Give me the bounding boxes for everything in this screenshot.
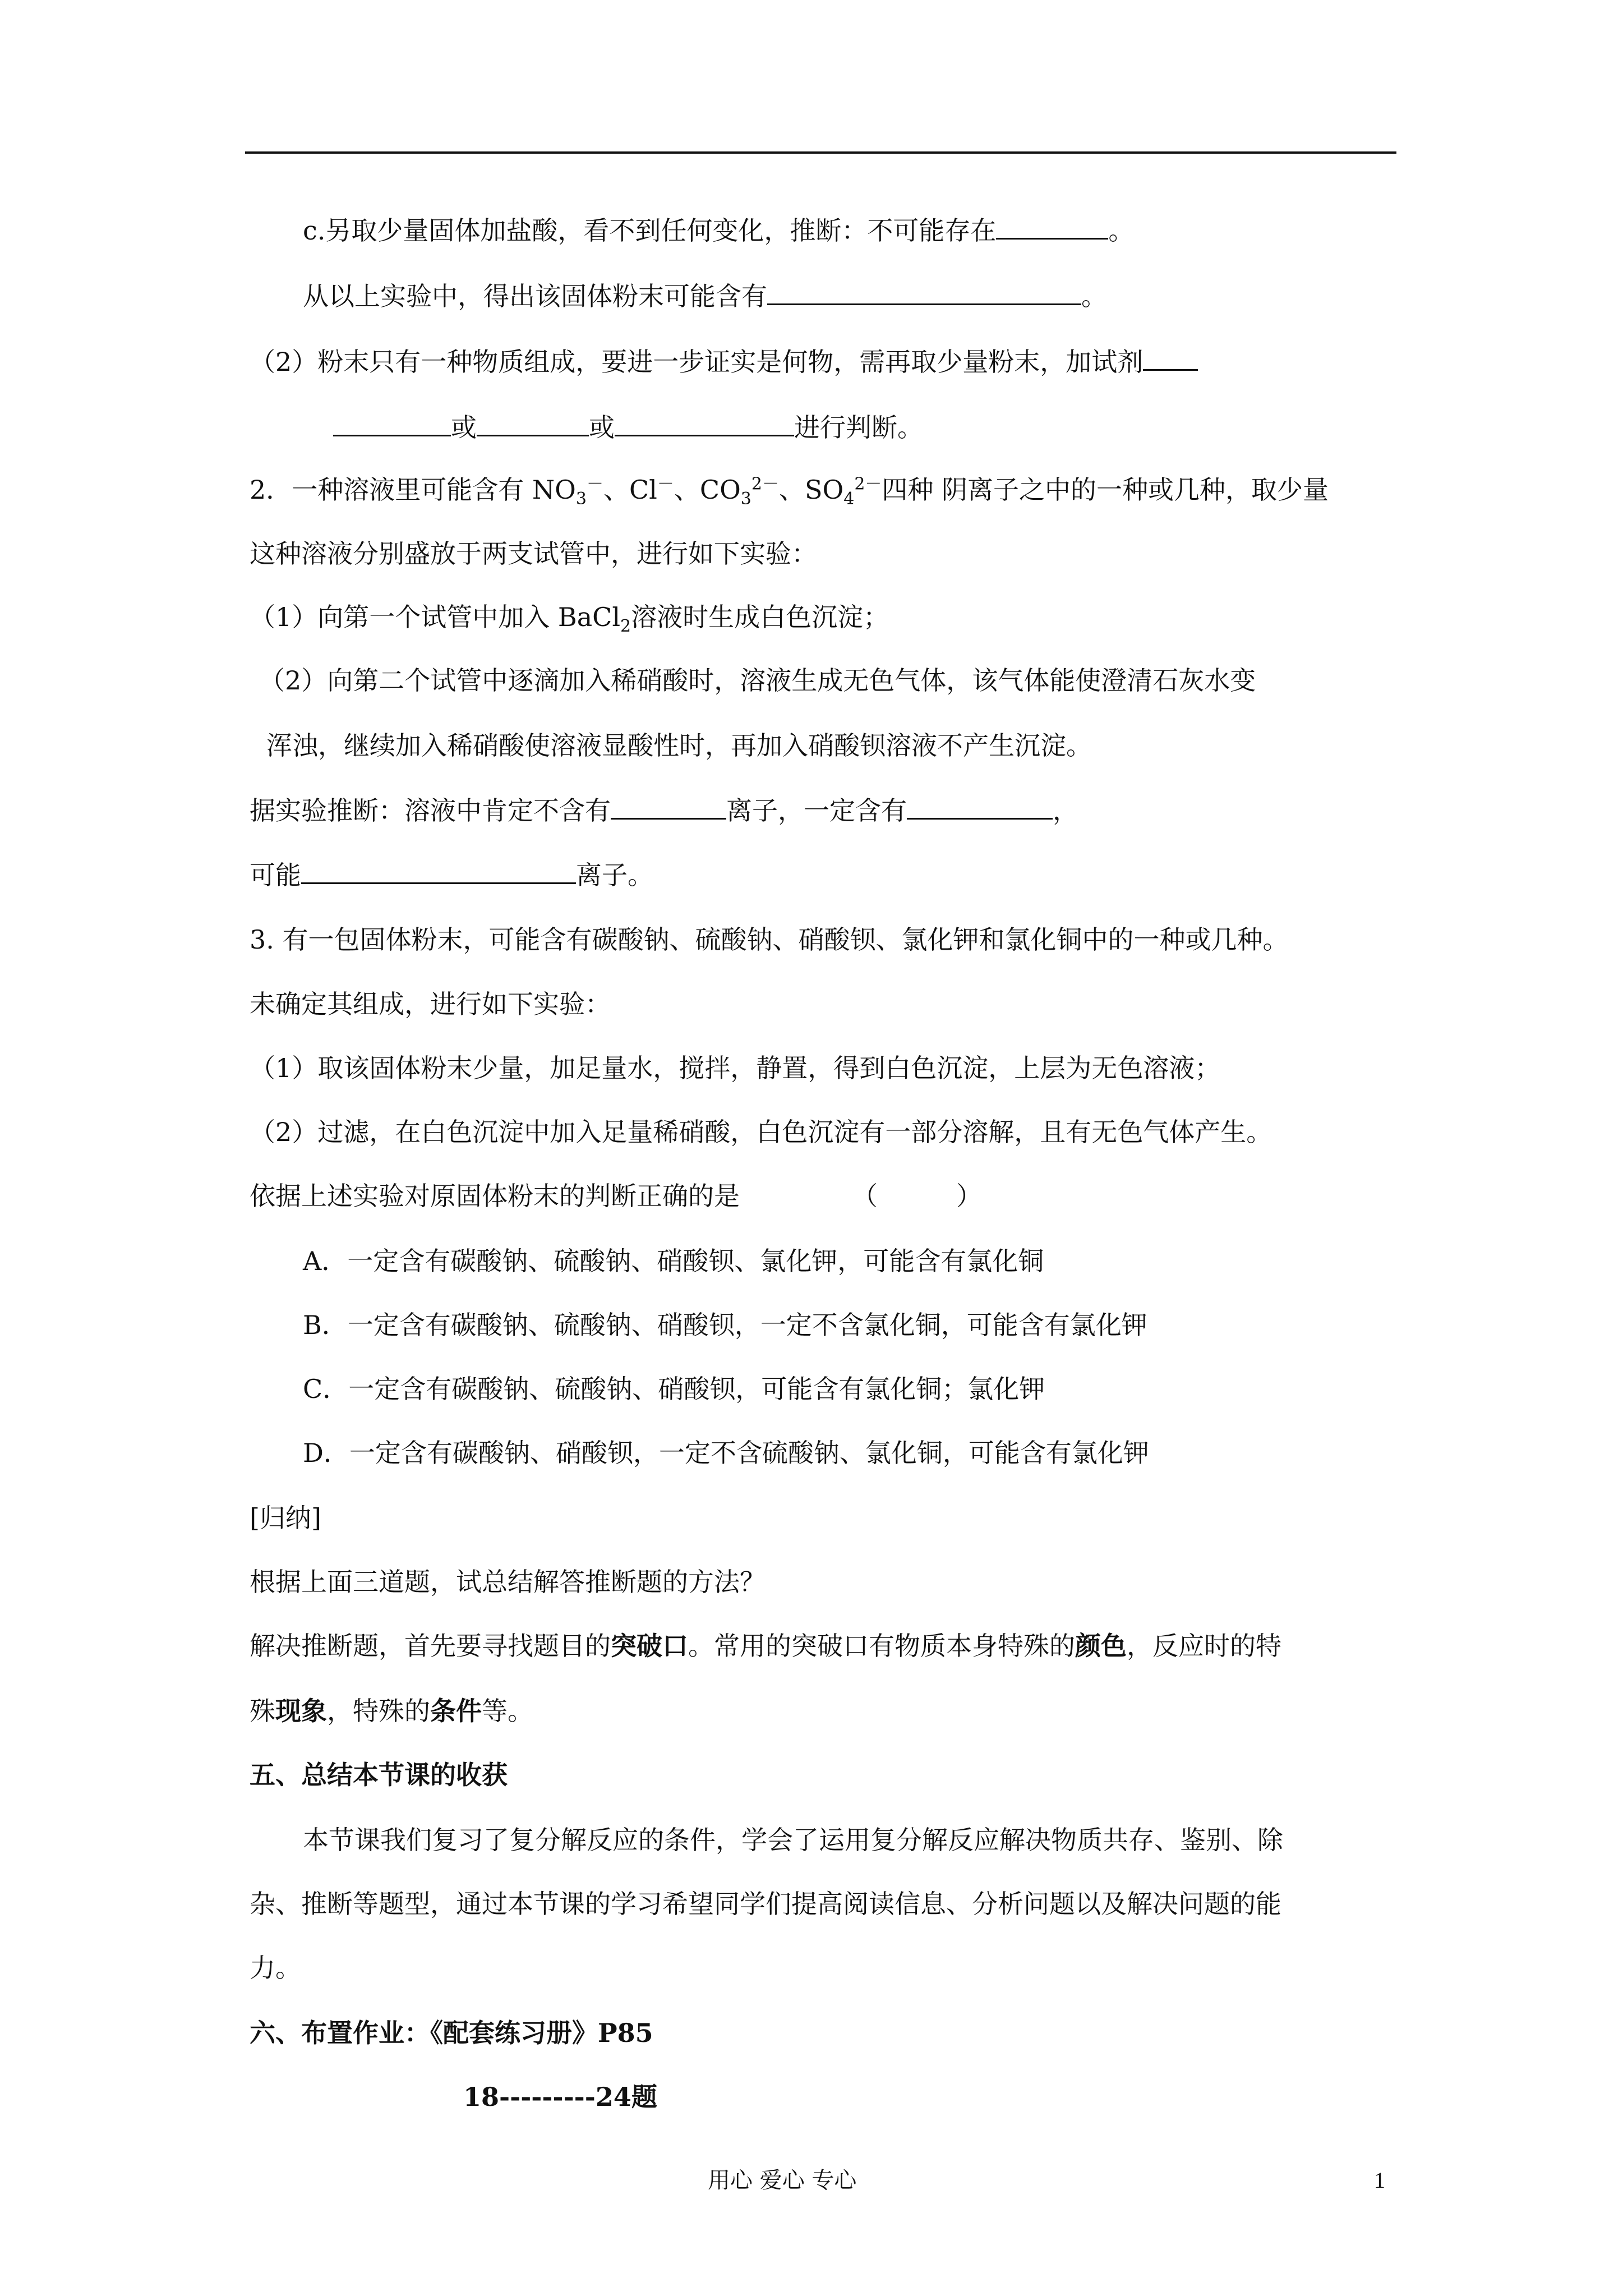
q1-summary <box>303 279 1107 312</box>
q2-line2: 这种溶液分别盛放于两支试管中，进行如下实验： <box>250 539 817 569</box>
summary-text: ，反应时的特 <box>1127 1631 1281 1661</box>
q2-line1 <box>250 473 1329 507</box>
q1-line-c <box>303 213 1134 247</box>
q1-part2-text: （2）粉末只有一种物质组成，要进一步证实是何物，需再取少量粉末，加试剂 <box>250 347 1144 377</box>
answer-blank[interactable] <box>333 410 451 436</box>
summary-text: 殊 <box>250 1696 275 1726</box>
q2-step2-line2: 浑浊，继续加入稀硝酸使溶液显酸性时，再加入硝酸钡溶液不产生沉淀。 <box>266 730 1092 761</box>
punct: 。 <box>1081 281 1107 311</box>
q2-maybe-tail: 离子。 <box>576 860 653 890</box>
q3-step1: （1）取该固体粉末少量，加足量水，搅拌，静置，得到白色沉淀，上层为无色溶液； <box>250 1053 1221 1083</box>
summary-answer-line2 <box>250 1694 533 1728</box>
punct: ， <box>1053 795 1078 826</box>
q3-question-text: 依据上述实验对原固体粉末的判断正确的是 <box>250 1181 740 1211</box>
q2-maybe-text: 可能 <box>250 860 301 890</box>
q2-ion-text: 、Cl <box>603 475 657 505</box>
q3-option-c: C．一定含有碳酸钠、硫酸钠、硝酸钡，可能含有氯化铜；氯化钾 <box>303 1374 1045 1404</box>
summary-text: 。常用的突破口有物质本身特殊的 <box>688 1631 1075 1661</box>
punct: 。 <box>1108 215 1135 246</box>
summary-question: 根据上面三道题，试总结解答推断题的方法？ <box>250 1567 766 1597</box>
answer-paren-open: （ <box>852 1181 878 1211</box>
q2-maybe <box>250 858 653 891</box>
subscript: 3 <box>575 489 587 509</box>
q2-ion-text: 、CO <box>674 475 741 505</box>
section5-para-line1: 本节课我们复习了复分解反应的条件，学会了运用复分解反应解决物质共存、鉴别、除 <box>303 1825 1283 1855</box>
superscript: － <box>657 474 674 494</box>
section5-para-line2: 杂、推断等题型，通过本节课的学习希望同学们提高阅读信息、分析问题以及解决问题的能 <box>250 1889 1281 1919</box>
superscript: － <box>586 474 603 494</box>
subscript: 2 <box>620 616 631 637</box>
answer-blank[interactable] <box>767 279 1081 305</box>
summary-text: 解决推断题，首先要寻找题目的 <box>250 1631 611 1661</box>
q2-inference <box>250 793 1078 827</box>
section6-heading: 六、布置作业：《配套练习册》P85 <box>250 2018 653 2048</box>
q1-part2-line1 <box>250 344 1198 378</box>
q2-infer-text: 离子，一定含有 <box>726 795 907 826</box>
q1-line-c-text: c.另取少量固体加盐酸，看不到任何变化，推断：不可能存在 <box>303 215 997 246</box>
q3-step2: （2）过滤，在白色沉淀中加入足量稀硝酸，白色沉淀有一部分溶解，且有无色气体产生。 <box>250 1117 1272 1147</box>
or-text: 或 <box>451 412 477 443</box>
q3-line2: 未确定其组成，进行如下实验： <box>250 989 611 1019</box>
header-rule <box>245 151 1396 154</box>
answer-blank[interactable] <box>907 793 1053 820</box>
q2-infer-text: 据实验推断：溶液中肯定不含有 <box>250 795 611 826</box>
summary-bold: 现象 <box>275 1696 327 1726</box>
answer-blank[interactable] <box>611 793 726 820</box>
q2-step1-tail: 溶液时生成白色沉淀； <box>631 602 889 632</box>
q3-option-a: A．一定含有碳酸钠、硫酸钠、硝酸钡、氯化钾，可能含有氯化铜 <box>303 1246 1044 1276</box>
q2-step2-line1: （2）向第二个试管中逐滴加入稀硝酸时，溶液生成无色气体，该气体能使澄清石灰水变 <box>259 665 1256 696</box>
section5-heading: 五、总结本节课的收获 <box>250 1760 508 1790</box>
answer-blank[interactable] <box>1143 344 1198 371</box>
answer-blank[interactable] <box>477 410 589 436</box>
q2-line1-tail: 四种 阴离子之中的一种或几种，取少量 <box>882 475 1329 505</box>
q3-line1: 3. 有一包固体粉末，可能含有碳酸钠、硫酸钠、硝酸钡、氯化钾和氯化铜中的一种或几种。 <box>250 924 1289 955</box>
q3-option-b: B．一定含有碳酸钠、硫酸钠、硝酸钡，一定不含氯化铜，可能含有氯化钾 <box>303 1310 1147 1340</box>
summary-answer-line1 <box>250 1629 1281 1663</box>
summary-text: ，特殊的 <box>327 1696 430 1726</box>
summary-bold: 突破口 <box>611 1631 688 1661</box>
summary-text: 等。 <box>482 1696 533 1726</box>
q3-option-d: D．一定含有碳酸钠、硝酸钡，一定不含硫酸钠、氯化铜，可能含有氯化钾 <box>303 1438 1149 1468</box>
summary-tag: [归纳] <box>250 1503 321 1533</box>
footer-motto: 用心 爱心 专心 <box>708 2168 857 2193</box>
q1-part2-line2 <box>333 410 923 444</box>
subscript: 3 <box>740 489 751 509</box>
q1-summary-text: 从以上实验中，得出该固体粉末可能含有 <box>303 281 767 311</box>
q2-step1-text: （1）向第一个试管中加入 BaCl <box>250 602 621 632</box>
section5-para-line3: 力。 <box>250 1953 301 1983</box>
or-text: 或 <box>589 412 615 443</box>
superscript: 2－ <box>751 474 779 494</box>
q2-line1-text: 2．一种溶液里可能含有 NO <box>250 475 576 505</box>
page-number: 1 <box>1374 2168 1385 2193</box>
answer-blank[interactable] <box>615 410 794 436</box>
answer-blank[interactable] <box>301 858 576 884</box>
q2-step1 <box>250 600 889 637</box>
summary-bold: 颜色 <box>1075 1631 1127 1661</box>
subscript: 4 <box>843 489 855 509</box>
section6-range: 18---------24题 <box>463 2082 657 2112</box>
superscript: 2－ <box>854 474 882 494</box>
answer-blank[interactable] <box>996 213 1108 240</box>
q2-ion-text: 、SO <box>778 475 844 505</box>
summary-bold: 条件 <box>430 1696 482 1726</box>
q1-part2-end: 进行判断。 <box>794 412 923 443</box>
q3-question <box>250 1179 982 1213</box>
answer-paren-close: ） <box>956 1181 982 1211</box>
